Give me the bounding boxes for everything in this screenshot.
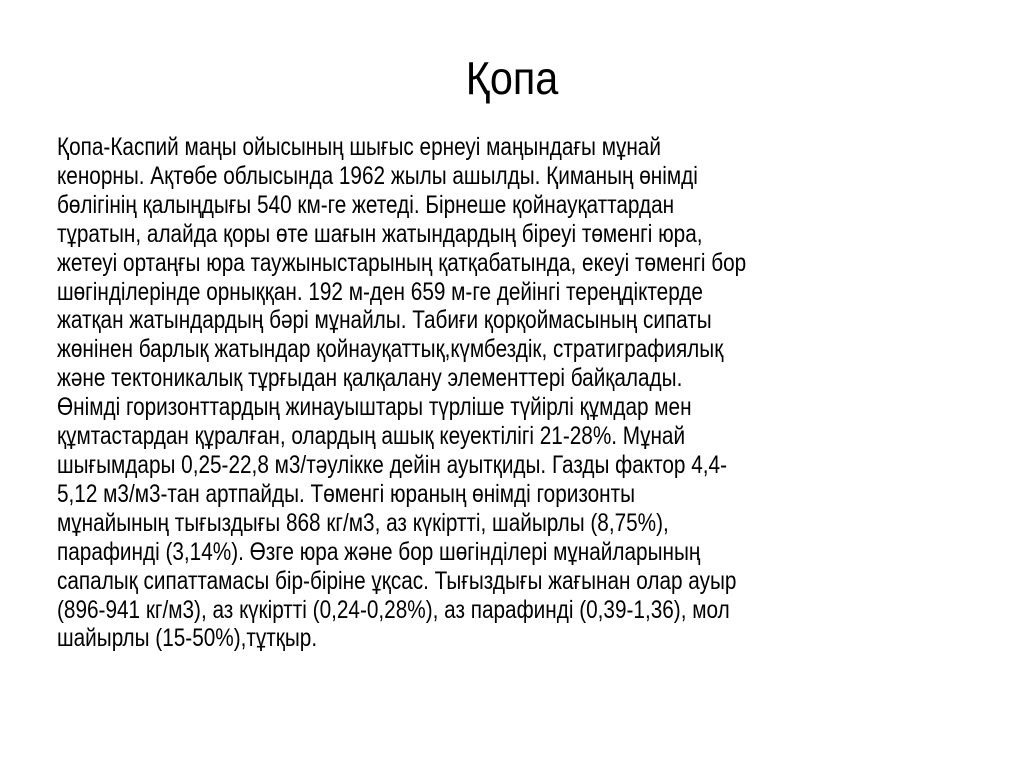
body-text-line: жетеуі ортаңғы юра таужыныстарының қатқабатында, екеуі төменгі бор [57,248,747,277]
body-text-line: Өнімді горизонттардың жинауыштары түрліше түйірлі құмдар мен [57,393,692,422]
body-text-line: бөлігінің қалыңдығы 540 км-ге жетеді. Бірнеше қойнауқаттардан [57,190,675,219]
body-text-line: жөнінен барлық жатындар қойнауқаттық,күмбездік, стратиграфиялық [57,335,724,364]
body-text-line: парафинді (3,14%). Өзге юра және бор шөгінділері мұнайларының [57,537,701,566]
body-text-line: 5,12 м3/м3-тан артпайды. Төменгі юраның өнімді горизонты [57,479,636,508]
body-text-line: жатқан жатындардың бәрі мұнайлы. Табиғи қорқоймасының сипаты [57,306,712,335]
slide-title: Қопа [465,52,559,104]
body-text-line: кенорны. Ақтөбе облысында 1962 жылы ашылды. Қиманың өнімді [57,161,698,190]
body-text-line: және тектоникалық тұрғыдан қалқалану элементтері байқалады. [57,364,683,393]
body-text-line: (896-941 кг/м3), аз күкіртті (0,24-0,28%), аз парафинді (0,39-1,36), мол [57,595,730,624]
body-text-line: құмтастардан құралған, олардың ашық кеуектілігі 21-28%. Мұнай [57,422,686,451]
body-text-line: тұратын, алайда қоры өте шағын жатындардың біреуі төменгі юра, [57,219,703,248]
body-text-line: Қопа-Каспий маңы ойысының шығыс ернеуі маңындағы мұнай [57,133,661,161]
slide-body-text [57,133,970,653]
body-text-line: шайырлы (15-50%),тұтқыр. [57,624,318,653]
body-text-line: мұнайының тығыздығы 868 кг/м3, аз күкіртті, шайырлы (8,75%), [57,508,669,537]
body-text-line: шығымдары 0,25-22,8 м3/тәулікке дейін ауытқиды. Газды фактор 4,4- [57,450,727,479]
body-text-line: шөгінділерінде орныққан. 192 м-ден 659 м-ге дейінгі тереңдіктерде [57,277,703,306]
body-text-line: сапалық сипаттамасы бір-біріне ұқсас. Тығыздығы жағынан олар ауыр [57,566,737,595]
